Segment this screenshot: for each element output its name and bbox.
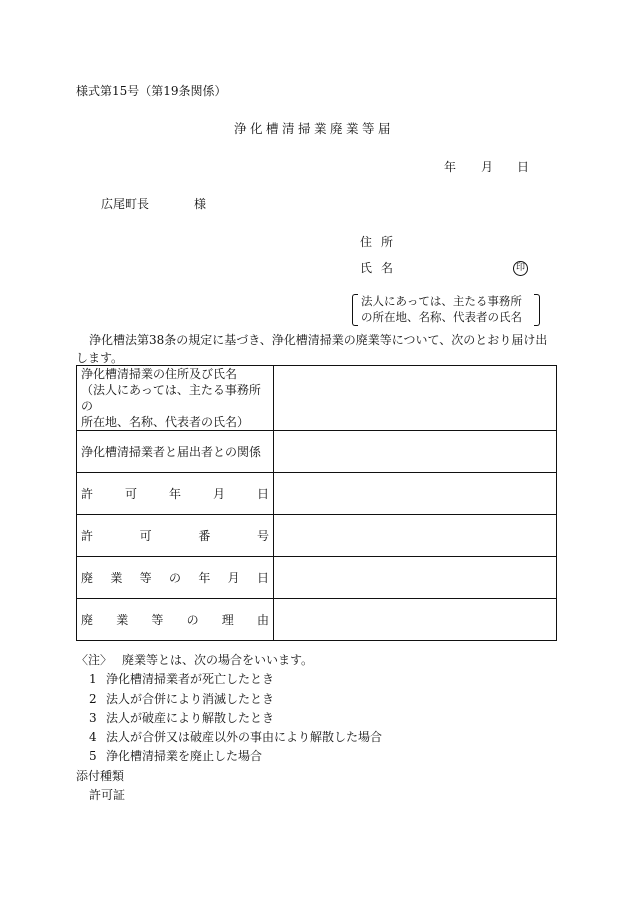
label-closure-reason [77, 599, 274, 641]
note-text: 法人が合併又は破産以外の事由により解散した場合 [106, 730, 383, 745]
label-char: 等 [151, 613, 164, 627]
addressee-name: 広尾町長 [101, 197, 150, 211]
list-item [76, 670, 382, 689]
note-number: 5 [89, 749, 97, 764]
corporation-note-line: 法人にあっては、主たる事務所 [361, 294, 522, 308]
label-char: 許 [81, 529, 94, 543]
label-address-and-name [77, 366, 274, 431]
note-text: 浄化槽清掃業者が死亡したとき [106, 672, 275, 687]
field-closure-reason[interactable] [274, 599, 557, 641]
body-text: 浄化槽法第38条の規定に基づき、浄化槽清掃業の廃業等について、次のとおり届け出します。 [76, 333, 548, 365]
label-permit-date [77, 473, 274, 515]
name-label: 氏名 [360, 261, 403, 275]
list-item [76, 690, 382, 709]
table-row [77, 473, 557, 515]
label-char: の [186, 613, 199, 627]
corporation-note [352, 294, 540, 326]
note-number: 2 [89, 691, 97, 706]
note-prefix: 〈注〉 [76, 653, 113, 667]
date-day-label: 日 [517, 160, 530, 174]
seal-mark: 印 [513, 261, 528, 276]
label-line: 浄化槽清掃業の住所及び氏名 [81, 367, 238, 381]
form-table [76, 365, 557, 641]
label-char: 業 [110, 571, 123, 585]
address-label: 住所 [360, 235, 403, 249]
list-item [76, 747, 382, 766]
label-char: 月 [212, 487, 225, 501]
notes-section [76, 651, 382, 805]
label-char: 廃 [81, 571, 94, 585]
field-closure-date[interactable] [274, 557, 557, 599]
label-char: 可 [124, 487, 137, 501]
table-row [77, 515, 557, 557]
table-row [77, 431, 557, 473]
label-char: の [168, 571, 181, 585]
label-char: 日 [256, 571, 269, 585]
table-row [77, 599, 557, 641]
attachment-item: 許可証 [89, 788, 126, 803]
list-item [76, 709, 382, 728]
label-char: 番 [198, 529, 211, 543]
table-row [77, 557, 557, 599]
note-text: 法人が破産により解散したとき [106, 710, 275, 725]
label-char: 月 [227, 571, 240, 585]
attachments-heading: 添付種類 [76, 768, 125, 783]
list-item [76, 728, 382, 747]
note-number: 4 [89, 730, 97, 745]
label-char: 理 [221, 613, 234, 627]
label-permit-number [77, 515, 274, 557]
date-year-label: 年 [444, 160, 457, 174]
label-char: 由 [256, 613, 269, 627]
label-char: 業 [116, 613, 129, 627]
date-month-label: 月 [481, 160, 494, 174]
field-relationship[interactable] [274, 431, 557, 473]
note-number: 1 [89, 672, 97, 687]
note-lead: 廃業等とは、次の場合をいいます。 [122, 653, 314, 667]
label-char: 号 [256, 529, 269, 543]
label-char: 年 [168, 487, 181, 501]
label-char: 可 [139, 529, 152, 543]
note-text: 浄化槽清掃業を廃止した場合 [106, 749, 263, 764]
document-title: 浄化槽清掃業廃業等届 [234, 121, 395, 136]
label-closure-date [77, 557, 274, 599]
note-number: 3 [89, 710, 97, 725]
corporation-note-line: の所在地、名称、代表者の氏名 [361, 310, 522, 324]
label-char: 許 [81, 487, 94, 501]
table-row [77, 366, 557, 431]
label-char: 年 [198, 571, 211, 585]
left-bracket [352, 294, 358, 326]
field-address-and-name[interactable] [274, 366, 557, 431]
field-permit-date[interactable] [274, 473, 557, 515]
addressee-honorific: 様 [194, 197, 207, 211]
label-line: 所在地、名称、代表者の氏名） [81, 415, 250, 429]
field-permit-number[interactable] [274, 515, 557, 557]
right-bracket [534, 294, 540, 326]
form-number: 様式第15号（第19条関係） [76, 84, 227, 98]
label-char: 廃 [81, 613, 94, 627]
label-relationship: 浄化槽清掃業者と届出者との関係 [77, 431, 274, 473]
label-char: 等 [139, 571, 152, 585]
label-char: 日 [256, 487, 269, 501]
note-text: 法人が合併により消滅したとき [106, 691, 275, 706]
label-line: （法人にあっては、主たる事務所の [81, 383, 261, 413]
